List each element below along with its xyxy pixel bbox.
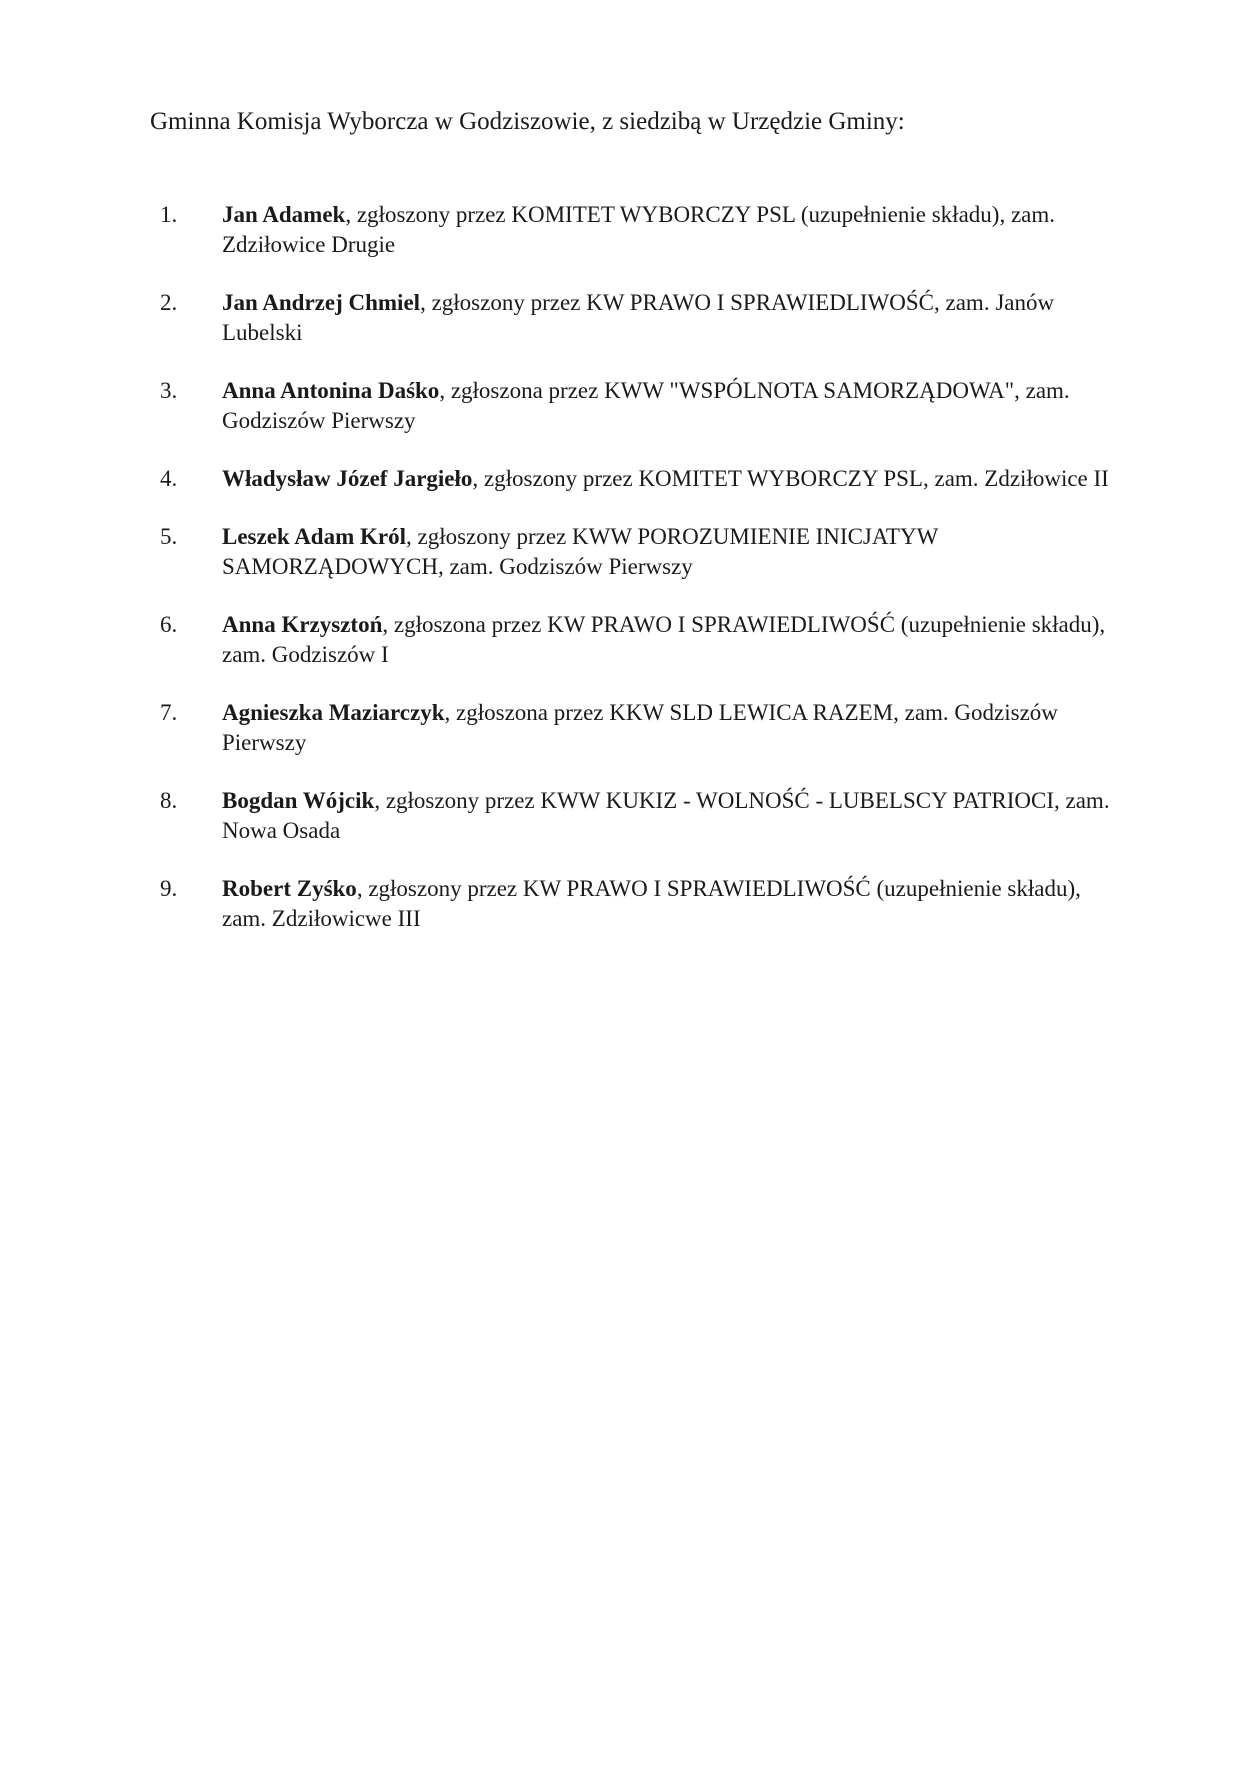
member-list: [150, 200, 1110, 962]
document-heading: Gminna Komisja Wyborcza w Godziszowie, z siedzibą w Urzędzie Gminy:: [150, 108, 905, 135]
list-item: [150, 786, 1110, 846]
member-detail: , zgłoszona przez KW PRAWO I SPRAWIEDLIWOŚĆ (uzupełnienie składu), zam. Godziszów I: [222, 612, 1106, 667]
item-number: 5.: [160, 524, 178, 549]
member-name: Jan Andrzej Chmiel: [222, 290, 421, 315]
list-item: [150, 288, 1110, 348]
member-name: Anna Antonina Daśko: [222, 378, 440, 403]
member-name: Agnieszka Maziarczyk: [222, 700, 445, 725]
list-item: [150, 200, 1110, 260]
member-name: Anna Krzysztoń: [222, 612, 383, 637]
member-detail: , zgłoszona przez KKW SLD LEWICA RAZEM, zam. Godziszów Pierwszy: [222, 700, 1058, 755]
item-number: 1.: [160, 202, 178, 227]
member-detail: , zgłoszony przez KW PRAWO I SPRAWIEDLIWOŚĆ (uzupełnienie składu), zam. Zdziłowicwe III: [222, 876, 1081, 931]
list-item: [150, 522, 1110, 582]
member-name: Bogdan Wójcik: [222, 788, 375, 813]
list-item: [150, 874, 1110, 934]
item-number: 4.: [160, 466, 178, 491]
member-detail: , zgłoszony przez KOMITET WYBORCZY PSL, zam. Zdziłowice II: [472, 466, 1109, 491]
item-number: 3.: [160, 378, 178, 403]
list-item: [150, 376, 1110, 436]
member-detail: , zgłoszony przez KOMITET WYBORCZY PSL (uzupełnienie składu), zam. Zdziłowice Drugie: [222, 202, 1055, 257]
member-detail: , zgłoszona przez KWW "WSPÓLNOTA SAMORZĄDOWA", zam. Godziszów Pierwszy: [222, 378, 1070, 433]
list-item: [150, 698, 1110, 758]
member-detail: , zgłoszony przez KW PRAWO I SPRAWIEDLIWOŚĆ, zam. Janów Lubelski: [222, 290, 1055, 345]
item-number: 6.: [160, 612, 178, 637]
member-name: Jan Adamek: [222, 202, 346, 227]
list-item: [150, 464, 1110, 494]
list-item: [150, 610, 1110, 670]
item-number: 9.: [160, 876, 178, 901]
member-name: Leszek Adam Król: [222, 524, 406, 549]
item-number: 2.: [160, 290, 178, 315]
member-name: Robert Zyśko: [222, 876, 357, 901]
member-name: Władysław Józef Jargieło: [222, 466, 473, 491]
member-detail: , zgłoszony przez KWW KUKIZ - WOLNOŚĆ - LUBELSCY PATRIOCI, zam. Nowa Osada: [222, 788, 1110, 843]
item-number: 8.: [160, 788, 178, 813]
item-number: 7.: [160, 700, 178, 725]
member-detail: , zgłoszony przez KWW POROZUMIENIE INICJATYW SAMORZĄDOWYCH, zam. Godziszów Pierwszy: [222, 524, 938, 579]
